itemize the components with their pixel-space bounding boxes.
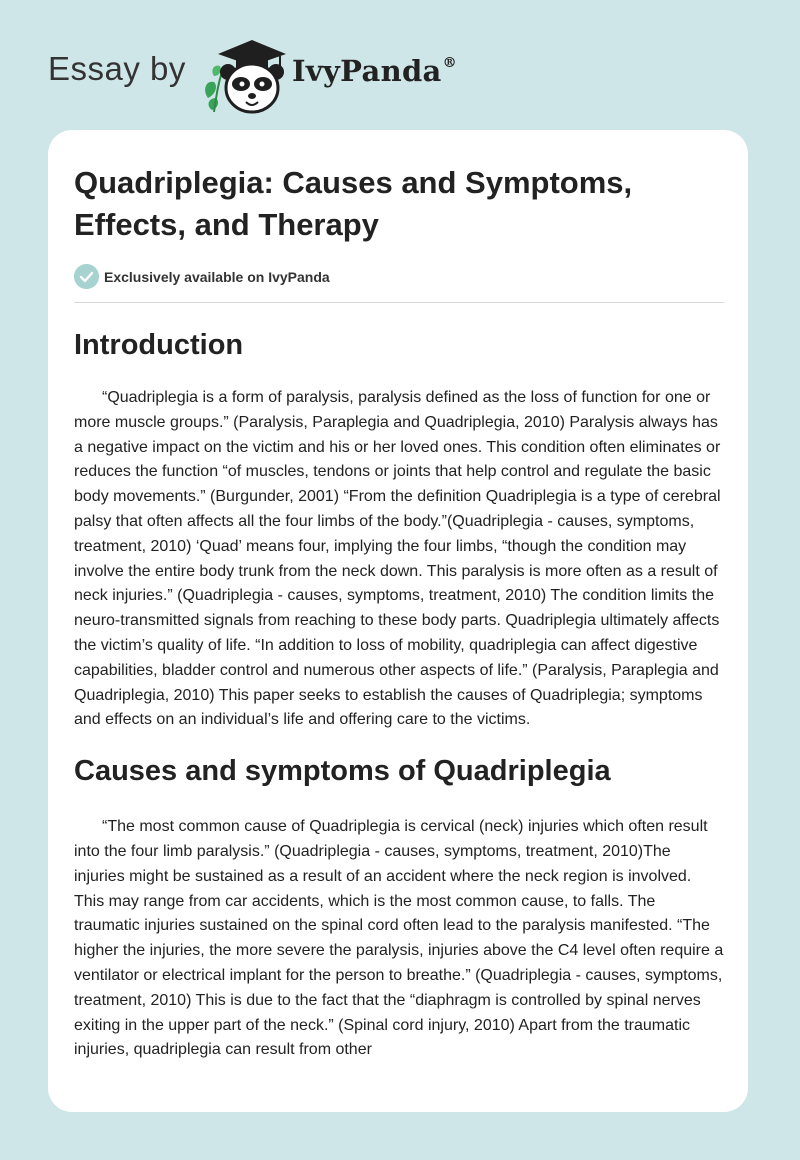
essay-by-label: Essay by xyxy=(48,50,186,87)
introduction-paragraph: “Quadriplegia is a form of paralysis, paralysis defined as the loss of function for one or more muscle groups.” (Paralysis, Paraplegia and Quadriplegia, 2010) Paralysis always has a negative impact on the victim and his or her loved ones. This condition often eliminates or reduces the function “of muscles, tendons or joints that help control and regulate the basic body movements.” (Burgunder, 2001) “From the definition Quadriplegia is a type of cerebral palsy that often affects all the four limbs of the body.”(Quadriplegia - causes, symptoms, treatment, 2010) ‘Quad’ means four, implying the four limbs, “though the condition may involve the entire body trunk from the neck down. This paralysis is more often as a result of neck injuries.” (Quadriplegia - causes, symptoms, treatment, 2010) The condition limits the neuro-transmitted signals from reaching to these body parts. Quadriplegia ultimately affects the victim’s quality of life. “In addition to loss of mobility, quadriplegia can affect digestive capabilities, bladder control and numerous other aspects of life.” (Paralysis, Paraplegia and Quadriplegia, 2010) This paper seeks to establish the causes of Quadriplegia; symptoms and effects on an individual’s life and offering care to the victims. xyxy=(74,389,721,729)
essay-card xyxy=(48,130,748,1112)
section-heading-causes: Causes and symptoms of Quadriplegia xyxy=(74,755,611,788)
site-header xyxy=(48,34,488,114)
page-title xyxy=(74,162,724,246)
exclusive-badge-label: Exclusively available on IvyPanda xyxy=(104,269,330,285)
check-circle-icon xyxy=(74,264,99,289)
causes-paragraph: “The most common cause of Quadriplegia is cervical (neck) injuries which often result into the four limb paralysis.” (Quadriplegia - causes, symptoms, treatment, 2010)The injuries might be sustained as a result of an accident where the neck region is involved. This may range from car accidents, which is the most common cause, to falls. The traumatic injuries sustained on the spinal cord often lead to the paralysis manifested. “The higher the injuries, the more severe the paralysis, injuries above the C4 level often require a ventilator or electrical implant for the person to breathe.” (Quadriplegia - causes, symptoms, treatment, 2010) This is due to the fact that the “diaphragm is controlled by spinal nerves exiting in the upper part of the neck.” (Spinal cord injury, 2010) Apart from the traumatic injuries, quadriplegia can result from other xyxy=(74,818,724,1059)
title-line-2: Effects, and Therapy xyxy=(74,207,379,242)
title-line-1: Quadriplegia: Causes and Symptoms, xyxy=(74,165,633,200)
panda-logo-icon[interactable] xyxy=(200,36,290,116)
brand-name[interactable]: IvyPanda® xyxy=(292,54,457,88)
exclusive-badge xyxy=(74,264,724,292)
section-heading-introduction: Introduction xyxy=(74,329,244,361)
divider xyxy=(74,302,724,303)
registered-mark: ® xyxy=(442,55,457,71)
essay-content xyxy=(74,162,724,1063)
